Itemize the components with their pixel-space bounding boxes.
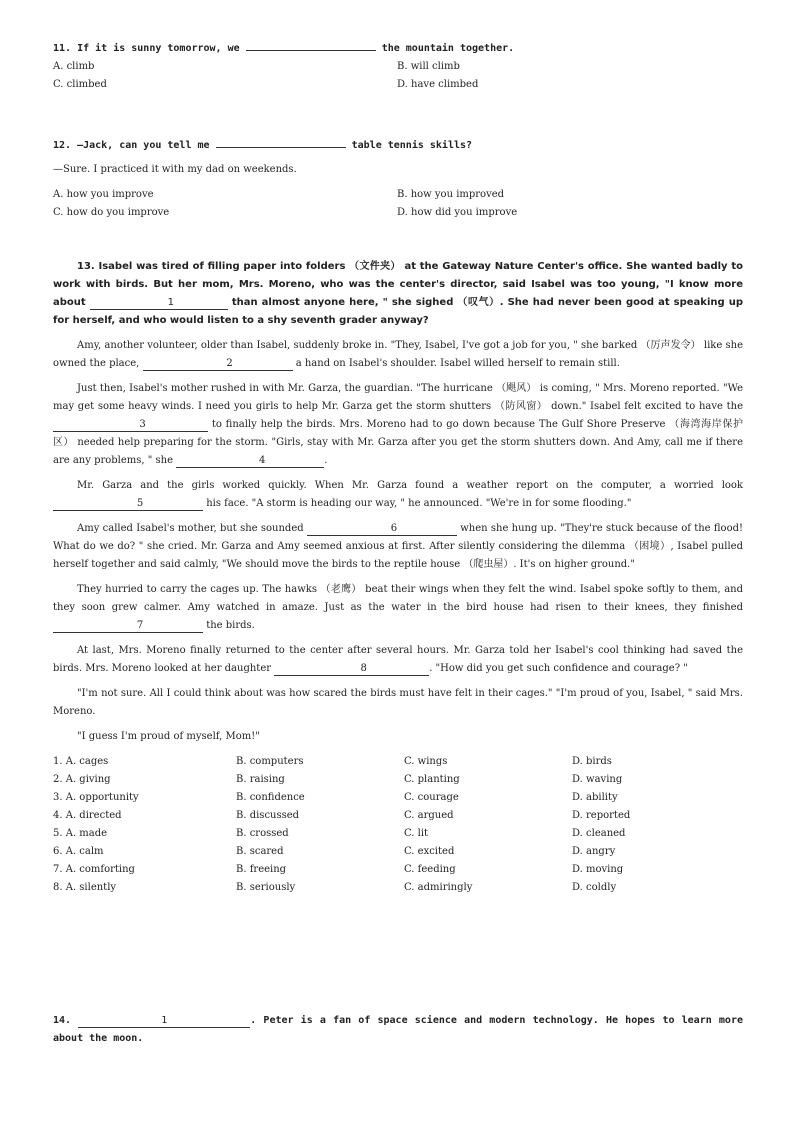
- question-12-text-after: table tennis skills?: [351, 140, 473, 151]
- option[interactable]: C. wings: [404, 756, 448, 767]
- option[interactable]: D. reported: [572, 810, 631, 821]
- paragraph-text: his face. "A storm is heading our way, " he announced. "We're in for some flooding.": [206, 498, 632, 509]
- paragraph-text: . "How did you get such confidence and courage? ": [429, 663, 688, 674]
- option[interactable]: C. argued: [404, 810, 454, 821]
- option[interactable]: 5. A. made: [53, 828, 108, 839]
- paragraph-2: [53, 380, 743, 470]
- option[interactable]: D. angry: [572, 846, 616, 857]
- paragraph-text: Amy called Isabel's mother, but she sounded: [77, 523, 304, 534]
- paragraph-8: "I guess I'm proud of myself, Mom!": [77, 731, 260, 742]
- question-12-blank[interactable]: [216, 135, 346, 148]
- option[interactable]: A. how you improve: [53, 189, 154, 200]
- paragraph-3: [53, 477, 743, 513]
- option[interactable]: D. how did you improve: [397, 207, 518, 218]
- cloze-blank-6[interactable]: 6: [307, 523, 457, 536]
- paragraph-5: [53, 581, 743, 635]
- option[interactable]: 6. A. calm: [53, 846, 104, 857]
- paragraph-6: [53, 642, 743, 678]
- cloze-blank-2[interactable]: 2: [143, 358, 293, 371]
- paragraph-text: the birds.: [206, 620, 255, 631]
- paragraph-text: Amy, another volunteer, older than Isabel, suddenly broke in. "They, Isabel, I've got a job for you, " she barked （厉声发令） like she owned the place,: [53, 340, 743, 369]
- paragraph-text: when she hung up. "They're stuck because of the flood! What do we do? " she cried. Mr. Garza and Amy seemed anxious at first. After silently considering the dilemma （困境）, Isabel pulled herself together and said calmly, "We should move the birds to the reptile house （爬虫屋）. It's on higher ground.": [53, 523, 744, 570]
- option[interactable]: B. crossed: [236, 828, 289, 839]
- question-11-stem: [53, 38, 743, 58]
- paragraph-text: .: [324, 455, 328, 466]
- cloze-blank-8[interactable]: 8: [274, 663, 429, 676]
- option[interactable]: B. confidence: [236, 792, 305, 803]
- paragraph-text: to finally help the birds. Mrs. Moreno had to go down because The Gulf Shore Preserve （海湾海岸保护区） needed help preparing for the storm. "Girls, stay with Mr. Garza after you get the storm shutters down. And Amy, call me if there are any problems, " she: [53, 419, 743, 466]
- option[interactable]: B. discussed: [236, 810, 300, 821]
- option[interactable]: D. ability: [572, 792, 618, 803]
- option[interactable]: C. climbed: [53, 79, 107, 90]
- cloze-blank-5[interactable]: 5: [53, 498, 203, 511]
- cloze-blank-3[interactable]: 3: [53, 419, 208, 432]
- option[interactable]: B. seriously: [236, 882, 296, 893]
- option[interactable]: D. birds: [572, 756, 612, 767]
- question-12-stem: [53, 135, 743, 155]
- option[interactable]: 4. A. directed: [53, 810, 122, 821]
- question-11: [53, 38, 743, 94]
- option[interactable]: 8. A. silently: [53, 882, 117, 893]
- option[interactable]: D. waving: [572, 774, 623, 785]
- option[interactable]: C. lit: [404, 828, 429, 839]
- option[interactable]: D. cleaned: [572, 828, 626, 839]
- option[interactable]: B. scared: [236, 846, 284, 857]
- paragraph-4: [53, 520, 743, 574]
- question-11-options: [53, 58, 743, 94]
- question-11-text-after: the mountain together.: [381, 43, 515, 54]
- option[interactable]: B. raising: [236, 774, 285, 785]
- option[interactable]: 1. A. cages: [53, 756, 109, 767]
- option[interactable]: D. moving: [572, 864, 624, 875]
- option[interactable]: C. admiringly: [404, 882, 473, 893]
- question-14-number: 14.: [53, 1015, 72, 1026]
- question-11-blank[interactable]: [246, 38, 376, 51]
- option[interactable]: 7. A. comforting: [53, 864, 135, 875]
- question-11-text-before: 11. If it is sunny tomorrow, we: [53, 43, 240, 54]
- intro-text: 13. Isabel was tired of filling paper into folders （文件夹） at the Gateway Nature Center's office. She wanted badly to work with birds. But her mom, Mrs. Moreno, who was the center's director, said Isabel was too young, "I know more about: [53, 261, 743, 308]
- intro-text: than almost anyone here, " she sighed （叹气）. She had never been good at speaking up for herself, and who would listen to a shy seventh grader anyway?: [53, 297, 743, 326]
- paragraph-text: They hurried to carry the cages up. The hawks （老鹰） beat their wings when they felt the wind. Isabel spoke softly to them, and they soon grew calmer. Amy watched in amaze. Just as the water in the bird house had risen to their knees, they finished: [53, 584, 743, 613]
- option[interactable]: 3. A. opportunity: [53, 792, 139, 803]
- option[interactable]: C. how do you improve: [53, 207, 170, 218]
- paragraph-1: [53, 337, 743, 373]
- paragraph-text: At last, Mrs. Moreno finally returned to the center after several hours. Mr. Garza told her Isabel's cool thinking had saved the birds. Mrs. Moreno looked at her daughter: [53, 645, 743, 674]
- option[interactable]: D. have climbed: [397, 79, 479, 90]
- paragraph-text: a hand on Isabel's shoulder. Isabel willed herself to remain still.: [295, 358, 620, 369]
- question-14-blank[interactable]: 1: [78, 1015, 250, 1028]
- question-13-choices: [53, 753, 743, 897]
- option[interactable]: 2. A. giving: [53, 774, 111, 785]
- cloze-blank-1[interactable]: 1: [90, 297, 228, 310]
- option[interactable]: B. will climb: [397, 61, 460, 72]
- option[interactable]: B. freeing: [236, 864, 287, 875]
- paragraph-text: Just then, Isabel's mother rushed in with Mr. Garza, the guardian. "The hurricane （飓风） is coming, " Mrs. Moreno reported. "We may get some heavy winds. I need you girls to help Mr. Garza get the storm shutters （防风窗） down." Isabel felt excited to have the: [53, 383, 743, 412]
- option[interactable]: A. climb: [53, 61, 95, 72]
- question-12: [53, 135, 743, 222]
- cloze-blank-7[interactable]: 7: [53, 620, 203, 633]
- option[interactable]: C. feeding: [404, 864, 456, 875]
- cloze-blank-4[interactable]: 4: [176, 455, 324, 468]
- question-13: [53, 258, 743, 897]
- question-14: [53, 1012, 743, 1048]
- option[interactable]: B. computers: [236, 756, 304, 767]
- option[interactable]: C. excited: [404, 846, 455, 857]
- question-13-intro: [53, 258, 743, 330]
- paragraph-text: Mr. Garza and the girls worked quickly. When Mr. Garza found a weather report on the computer, a worried look: [77, 480, 743, 491]
- question-12-text-before: 12. —Jack, can you tell me: [53, 140, 210, 151]
- option[interactable]: C. planting: [404, 774, 460, 785]
- option[interactable]: C. courage: [404, 792, 459, 803]
- option[interactable]: B. how you improved: [397, 189, 505, 200]
- question-12-options: [53, 186, 743, 222]
- question-14-stem: [53, 1012, 743, 1048]
- paragraph-7: "I'm not sure. All I could think about was how scared the birds must have felt in their cages." "I'm proud of you, Isabel, " said Mrs. Moreno.: [53, 688, 743, 717]
- question-12-reply: —Sure. I practiced it with my dad on weekends.: [53, 164, 297, 175]
- option[interactable]: D. coldly: [572, 882, 617, 893]
- question-14-text: . Peter is a fan of space science and modern technology. He hopes to learn more about the moon.: [53, 1015, 743, 1044]
